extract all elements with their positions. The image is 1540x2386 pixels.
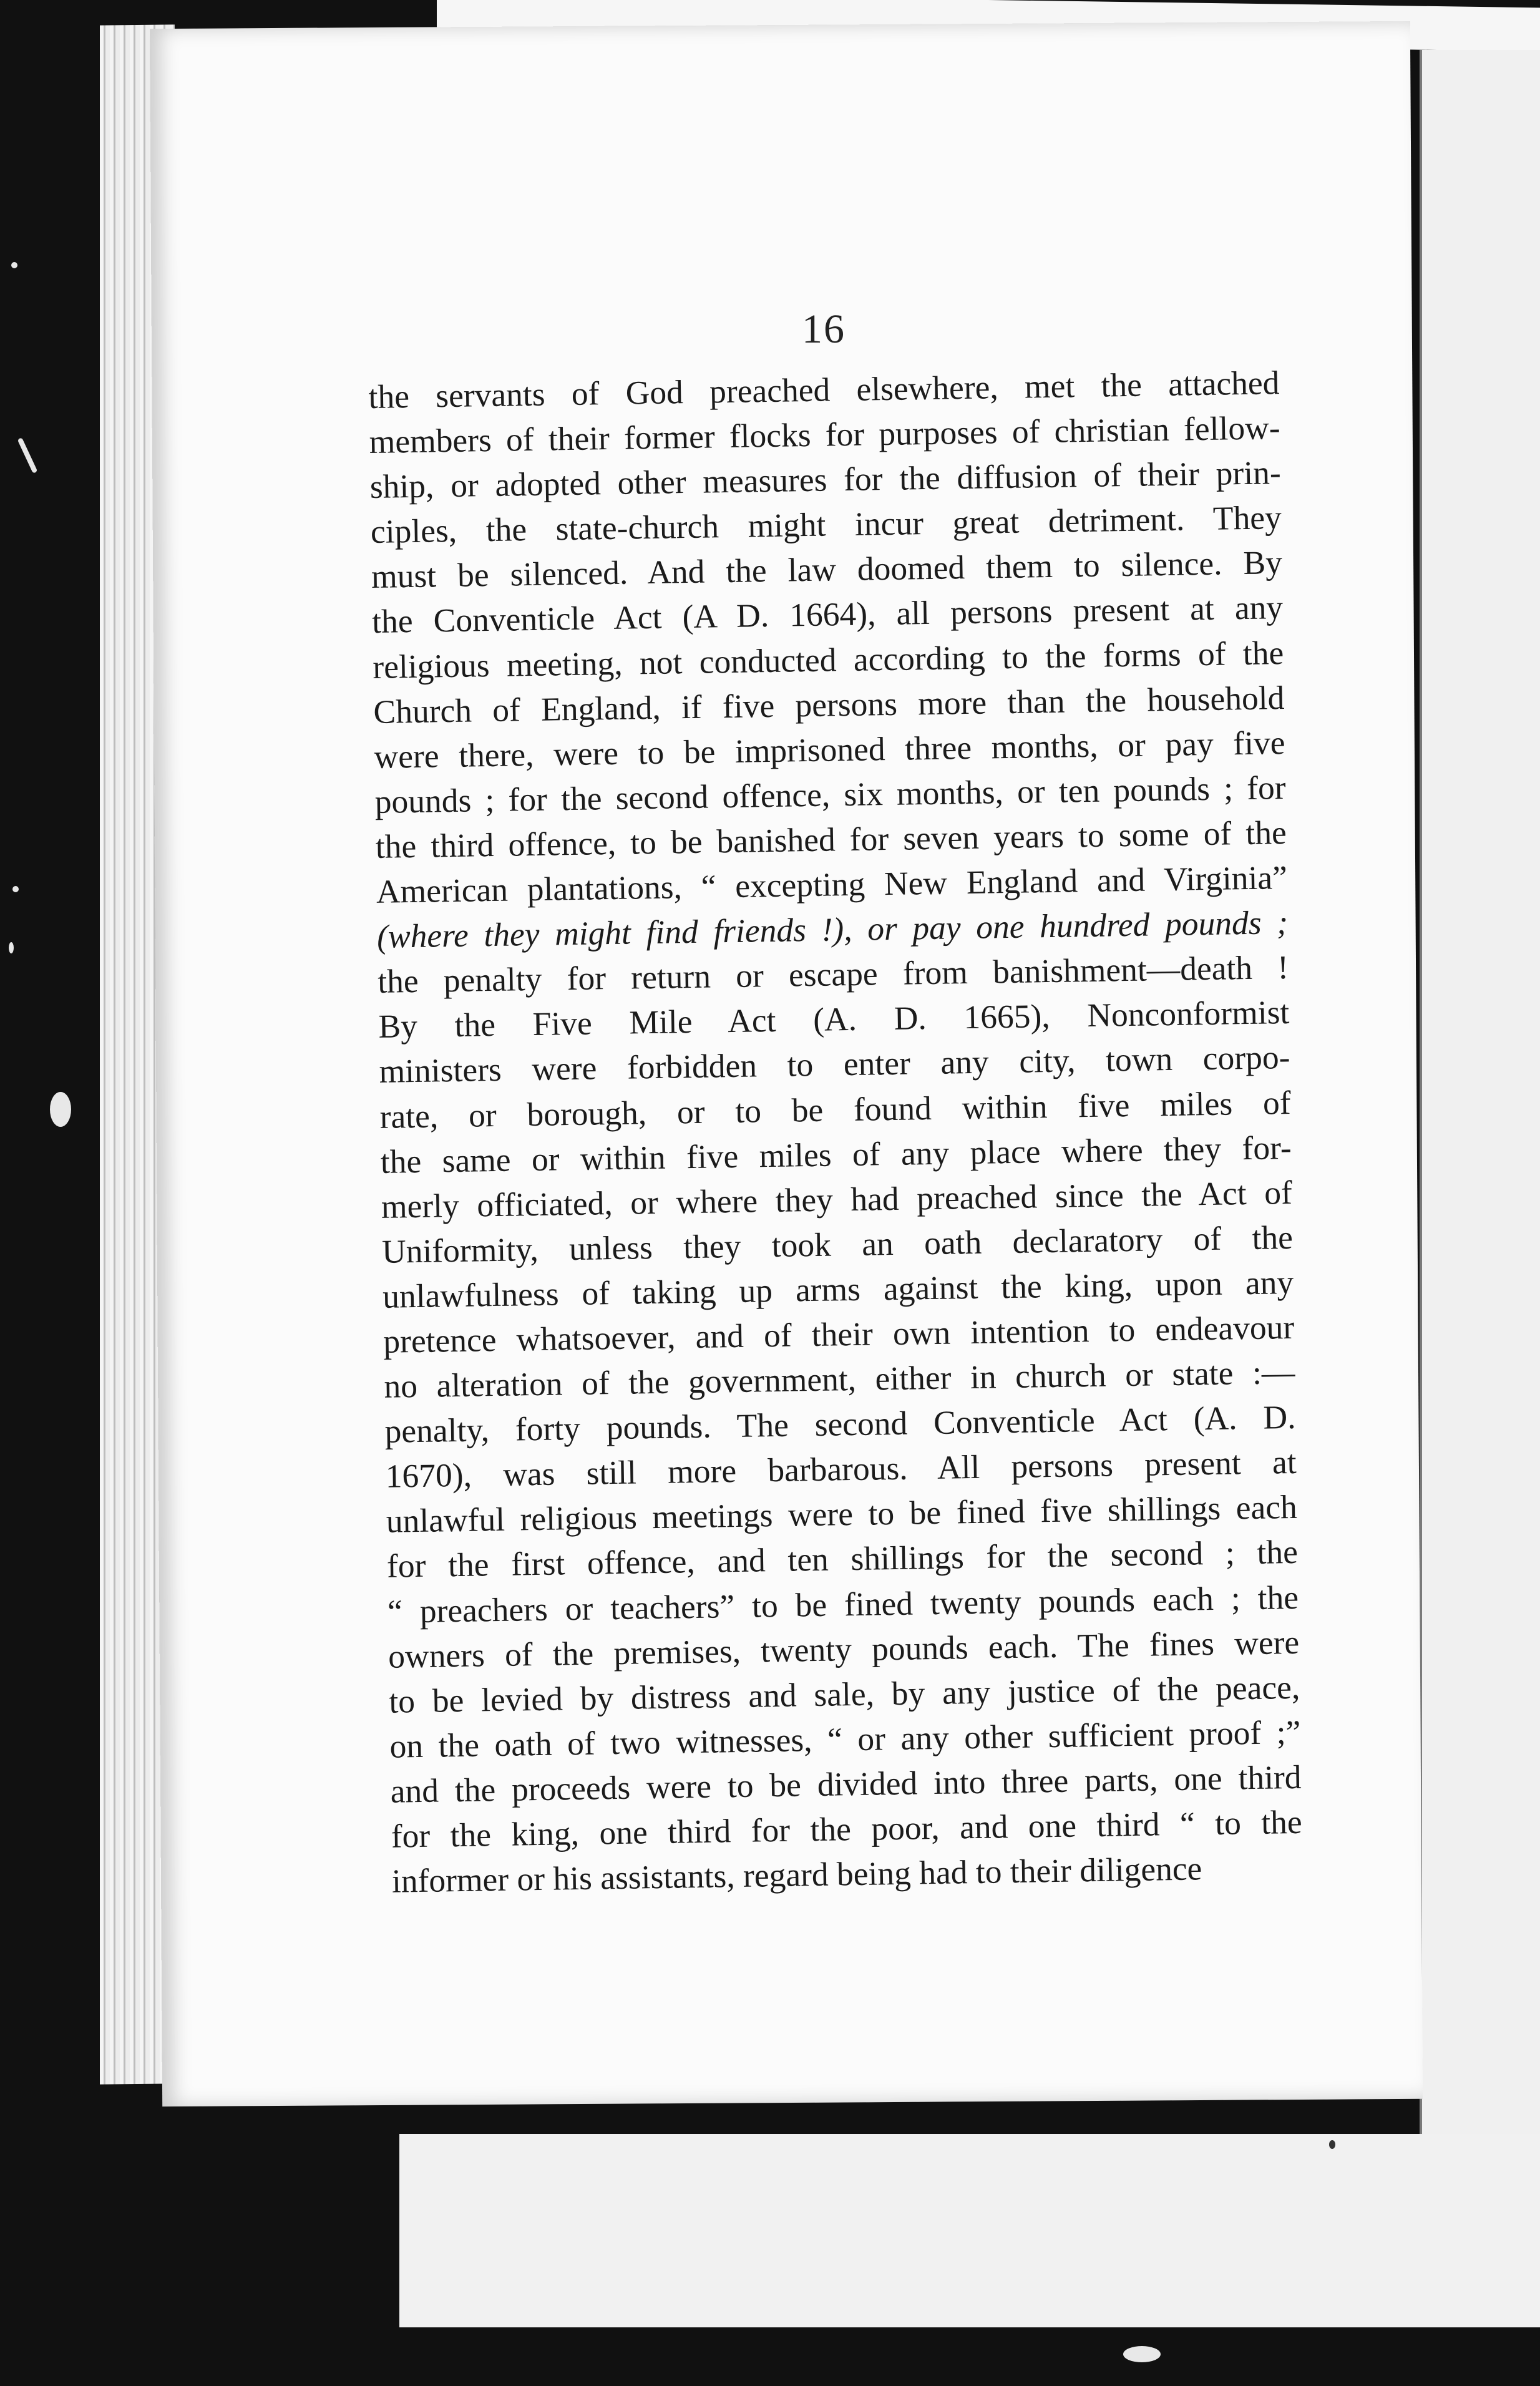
facing-page xyxy=(1420,50,1540,2196)
text-line: the same or within five miles of any place where they for- xyxy=(380,1128,1292,1181)
text-line: merly officiated, or where they had preached since the Act of xyxy=(381,1173,1293,1225)
page-number: 16 xyxy=(802,306,846,352)
text-line: penalty, forty pounds. The second Conventicle Act (A. D. xyxy=(384,1398,1296,1450)
text-line: unlawfulness of taking up arms against the king, upon any xyxy=(382,1263,1294,1315)
text-line: rate, or borough, or to be found within five miles of xyxy=(379,1083,1291,1136)
text-line: for the king, one third for the poor, and one third “ to the xyxy=(391,1803,1303,1855)
text-line: for the first offence, and ten shillings for the second ; the xyxy=(386,1533,1299,1585)
text-line: American plantations, “ excepting New England and Virginia” xyxy=(376,859,1288,910)
text-line: on the oath of two witnesses, “ or any other sufficient proof ;” xyxy=(389,1713,1301,1765)
text-line: the Conventicle Act (A D. 1664), all persons present at any xyxy=(371,588,1284,641)
body-text xyxy=(368,360,1303,1904)
text-line: informer or his assistants, regard being had to their diligence xyxy=(391,1849,1202,1900)
text-line: no alteration of the government, either in church or state :— xyxy=(384,1353,1295,1405)
text-line: ciples, the state-church might incur great detriment. They xyxy=(370,499,1282,551)
text-line: (where they might find friends !), or pay one hundred pounds ; xyxy=(376,903,1289,956)
text-line: the penalty for return or escape from banishment—death ! xyxy=(377,948,1289,1001)
text-line: and the proceeds were to be divided into three parts, one third xyxy=(390,1758,1302,1810)
text-line: ship, or adopted other measures for the diffusion of their prin- xyxy=(369,454,1282,506)
text-line: pretence whatsoever, and of their own intention to endeavour xyxy=(383,1308,1295,1360)
text-line: “ preachers or teachers” to be fined twenty pounds each ; the xyxy=(387,1578,1299,1630)
text-line: to be levied by distress and sale, by any justice of the peace, xyxy=(388,1668,1300,1720)
text-line: unlawful religious meetings were to be fined five shillings each xyxy=(386,1488,1298,1541)
text-line: ministers were forbidden to enter any city, town corpo- xyxy=(379,1038,1290,1091)
scan-speck xyxy=(11,262,17,268)
text-line: the servants of God preached elsewhere, met the attached xyxy=(368,364,1280,416)
text-line: members of their former flocks for purposes of christian fellow- xyxy=(369,409,1280,461)
ink-mark xyxy=(1329,2140,1335,2149)
text-line: 1670), was still more barbarous. All persons present at xyxy=(385,1443,1297,1496)
scan-speck xyxy=(1123,2346,1161,2362)
text-line: were there, were to be imprisoned three months, or pay five xyxy=(374,723,1285,776)
text-line: must be silenced. And the law doomed them to silence. By xyxy=(371,543,1283,596)
scan-speck xyxy=(9,942,14,953)
text-line: religious meeting, not conducted according to the forms of the xyxy=(372,633,1284,686)
scan-speck xyxy=(50,1092,71,1127)
text-line: the third offence, to be banished for seven years to some of the xyxy=(375,813,1287,865)
text-line: Church of England, if five persons more than the household xyxy=(373,678,1285,731)
text-line: owners of the premises, twenty pounds each. The fines were xyxy=(387,1623,1300,1675)
scan-speck xyxy=(17,437,38,474)
scan-speck xyxy=(12,886,19,892)
text-line: By the Five Mile Act (A. D. 1665), Nonconformist xyxy=(378,993,1290,1046)
text-line: Uniformity, unless they took an oath declaratory of the xyxy=(381,1218,1294,1270)
page-bottom-slip xyxy=(399,2134,1540,2327)
text-line: pounds ; for the second offence, six months, or ten pounds ; for xyxy=(374,768,1287,820)
